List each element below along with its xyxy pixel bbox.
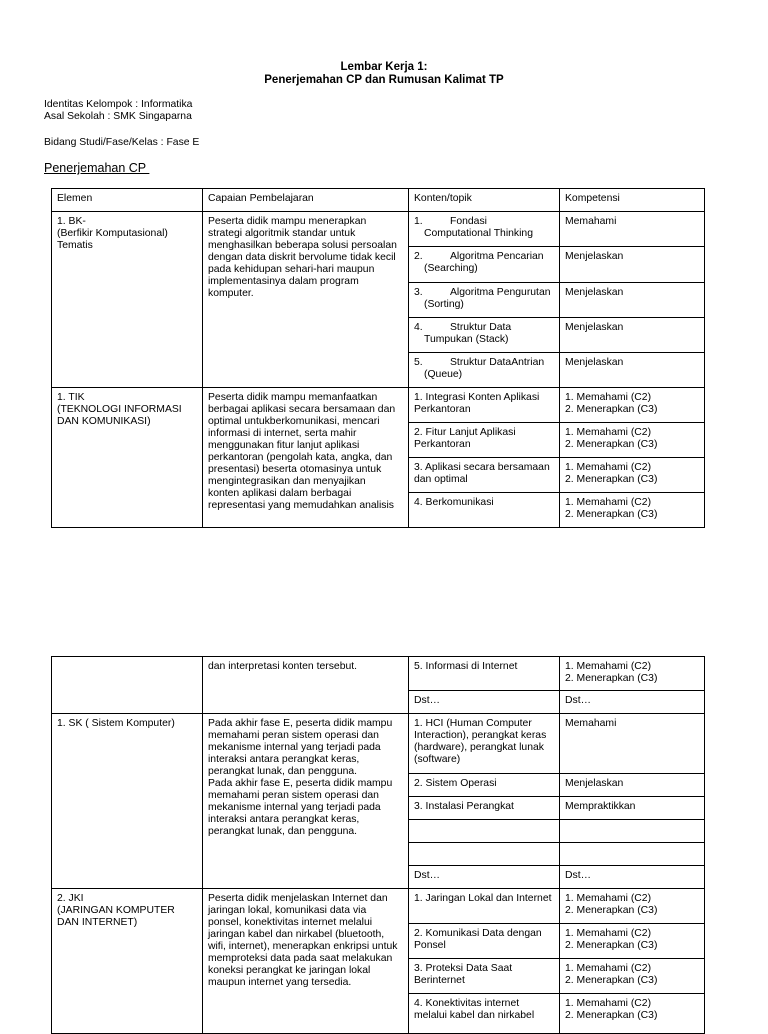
- kompetensi-cell: Dst…: [560, 691, 705, 714]
- kompetensi-cell: 1. Memahami (C2) 2. Menerapkan (C3): [560, 388, 705, 423]
- kompetensi-cell: 1. Memahami (C2) 2. Menerapkan (C3): [560, 994, 705, 1034]
- elemen-cell: 2. JKI (JARINGAN KOMPUTER DAN INTERNET): [52, 889, 203, 1034]
- section-heading: Penerjemahan CP: [44, 161, 150, 175]
- table-row: [52, 714, 705, 774]
- konten-cell: 1. Integrasi Konten Aplikasi Perkantoran: [409, 388, 560, 423]
- konten-cell: 1. Fondasi Computational Thinking: [409, 212, 560, 247]
- table-row: [52, 657, 705, 691]
- konten-cell: 5. Informasi di Internet: [409, 657, 560, 691]
- kompetensi-cell: Memahami: [560, 212, 705, 247]
- kompetensi-cell: Menjelaskan: [560, 283, 705, 318]
- konten-cell: 4. Berkomunikasi: [409, 493, 560, 528]
- elemen-cell: 1. BK- (Berfikir Komputasional) Tematis: [52, 212, 203, 388]
- konten-cell: 1. Jaringan Lokal dan Internet: [409, 889, 560, 924]
- bidang-studi: Bidang Studi/Fase/Kelas : Fase E: [44, 137, 200, 148]
- capaian-cell: dan interpretasi konten tersebut.: [203, 657, 409, 714]
- elemen-cell: 1. SK ( Sistem Komputer): [52, 714, 203, 889]
- table-row: [52, 889, 705, 924]
- header-konten: Konten/topik: [409, 189, 560, 212]
- capaian-cell: Peserta didik mampu menerapkan strategi algoritmik standar untuk menghasilkan beberapa solusi persoalan dengan data diskrit bervolume tidak kecil pada kehidupan sehari-hari maupun implementasinya dalam program komputer.: [203, 212, 409, 388]
- kompetensi-cell: Menjelaskan: [560, 318, 705, 353]
- doc-title: Lembar Kerja 1:: [340, 61, 428, 73]
- kompetensi-cell: 1. Memahami (C2) 2. Menerapkan (C3): [560, 959, 705, 994]
- konten-cell: 2. Algoritma Pencarian (Searching): [409, 247, 560, 283]
- header-kompetensi: Kompetensi: [560, 189, 705, 212]
- elemen-cell: [52, 657, 203, 714]
- konten-cell: [409, 843, 560, 866]
- elemen-cell: 1. TIK (TEKNOLOGI INFORMASI DAN KOMUNIKASI): [52, 388, 203, 528]
- kompetensi-cell: [560, 843, 705, 866]
- konten-cell: 5. Struktur DataAntrian (Queue): [409, 353, 560, 388]
- kompetensi-cell: Dst…: [560, 866, 705, 889]
- konten-cell: 2. Sistem Operasi: [409, 774, 560, 797]
- cp-table-2: [51, 656, 705, 1034]
- table-header-row: [52, 189, 705, 212]
- kompetensi-cell: 1. Memahami (C2) 2. Menerapkan (C3): [560, 657, 705, 691]
- asal-sekolah: Asal Sekolah : SMK Singaparna: [44, 111, 192, 122]
- kompetensi-cell: 1. Memahami (C2) 2. Menerapkan (C3): [560, 458, 705, 493]
- kompetensi-cell: 1. Memahami (C2) 2. Menerapkan (C3): [560, 889, 705, 924]
- header-elemen: Elemen: [52, 189, 203, 212]
- konten-cell: 3. Aplikasi secara bersamaan dan optimal: [409, 458, 560, 493]
- konten-cell: Dst…: [409, 866, 560, 889]
- kompetensi-cell: Menjelaskan: [560, 247, 705, 283]
- doc-subtitle: Penerjemahan CP dan Rumusan Kalimat TP: [264, 74, 504, 86]
- header-capaian: Capaian Pembelajaran: [203, 189, 409, 212]
- konten-cell: 2. Fitur Lanjut Aplikasi Perkantoran: [409, 423, 560, 458]
- kompetensi-cell: [560, 820, 705, 843]
- konten-cell: [409, 820, 560, 843]
- kompetensi-cell: 1. Memahami (C2) 2. Menerapkan (C3): [560, 924, 705, 959]
- konten-cell: 2. Komunikasi Data dengan Ponsel: [409, 924, 560, 959]
- table-row: [52, 212, 705, 247]
- konten-cell: Dst…: [409, 691, 560, 714]
- kompetensi-cell: 1. Memahami (C2) 2. Menerapkan (C3): [560, 493, 705, 528]
- konten-cell: 3. Algoritma Pengurutan (Sorting): [409, 283, 560, 318]
- konten-cell: 4. Konektivitas internet melalui kabel dan nirkabel: [409, 994, 560, 1034]
- kompetensi-cell: Memahami: [560, 714, 705, 774]
- kompetensi-cell: Menjelaskan: [560, 353, 705, 388]
- konten-cell: 3. Proteksi Data Saat Berinternet: [409, 959, 560, 994]
- konten-cell: 1. HCI (Human Computer Interaction), perangkat keras (hardware), perangkat lunak (software): [409, 714, 560, 774]
- capaian-cell: Pada akhir fase E, peserta didik mampu memahami peran sistem operasi dan mekanisme internal yang terjadi pada interaksi antara perangkat keras, perangkat lunak, dan pengguna. Pada akhir fase E, peserta didik mampu memahami peran sistem operasi dan mekanisme internal yang terjadi pada interaksi antara perangkat keras, perangkat lunak, dan pengguna.: [203, 714, 409, 889]
- capaian-cell: Peserta didik mampu memanfaatkan berbagai aplikasi secara bersamaan dan optimal untukberkomunikasi, mencari informasi di internet, serta mahir menggunakan fitur lanjut aplikasi perkantoran (pengolah kata, angka, dan presentasi) beserta otomasinya untuk mengintegrasikan dan menyajikan konten aplikasi dalam berbagai representasi yang memudahkan analisis: [203, 388, 409, 528]
- kompetensi-cell: 1. Memahami (C2) 2. Menerapkan (C3): [560, 423, 705, 458]
- konten-cell: 4. Struktur Data Tumpukan (Stack): [409, 318, 560, 353]
- konten-cell: 3. Instalasi Perangkat: [409, 797, 560, 820]
- cp-table-1: [51, 188, 705, 528]
- capaian-cell: Peserta didik menjelaskan Internet dan jaringan lokal, komunikasi data via ponsel, konektivitas internet melalui jaringan kabel dan nirkabel (bluetooth, wifi, internet), menerapkan enkripsi untuk memproteksi data pada saat melakukan koneksi perangkat ke jaringan lokal maupun internet yang tersedia.: [203, 889, 409, 1034]
- table-row: [52, 388, 705, 423]
- kompetensi-cell: Mempraktikkan: [560, 797, 705, 820]
- identitas-kelompok: Identitas Kelompok : Informatika: [44, 99, 193, 110]
- kompetensi-cell: Menjelaskan: [560, 774, 705, 797]
